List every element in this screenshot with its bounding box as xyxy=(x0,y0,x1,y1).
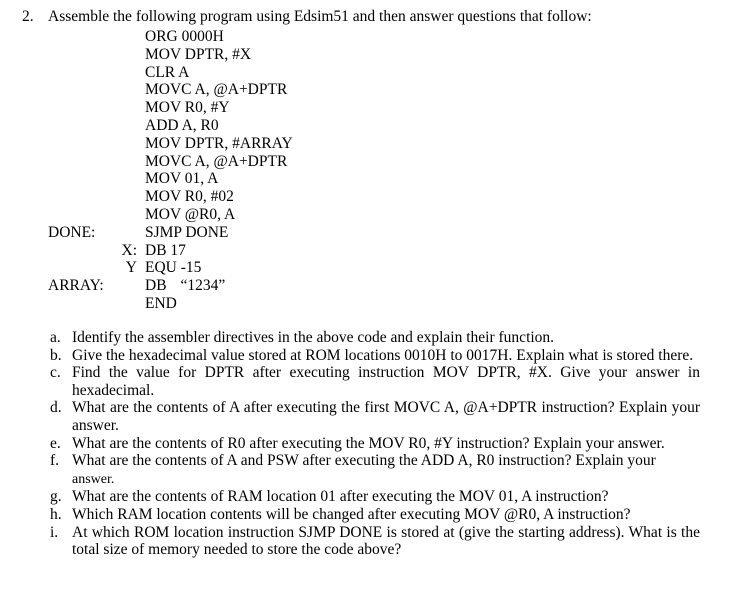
code-instruction: MOV DPTR, #ARRAY xyxy=(145,134,293,152)
subquestion-f xyxy=(48,452,700,488)
subquestion-b xyxy=(48,347,700,365)
code-line xyxy=(48,242,348,260)
question-header xyxy=(22,8,592,26)
code-line xyxy=(48,117,348,135)
code-line xyxy=(48,170,348,188)
code-line xyxy=(48,28,348,46)
assembly-code-listing xyxy=(48,28,348,313)
code-label-array: ARRAY: xyxy=(48,277,104,295)
subquestion-e xyxy=(48,435,700,453)
subquestion-text: Give the hexadecimal value stored at ROM locations 0010H to 0017H. Explain what is stored there. xyxy=(72,346,694,364)
code-instruction: END xyxy=(145,294,177,312)
subquestion-list xyxy=(48,329,700,559)
code-instruction: MOV @R0, A xyxy=(145,205,236,223)
subquestion-text-tail: answer. xyxy=(72,471,115,487)
code-line xyxy=(48,295,348,313)
code-instruction: ORG 0000H xyxy=(145,28,224,45)
question-prompt: Assemble the following program using Edsim51 and then answer questions that follow: xyxy=(48,8,592,25)
code-line xyxy=(48,206,348,224)
subquestion-text: What are the contents of A and PSW after executing the ADD A, R0 instruction? Explain your xyxy=(72,452,656,470)
code-line xyxy=(48,64,348,82)
code-line xyxy=(48,188,348,206)
code-instruction: MOV DPTR, #X xyxy=(145,45,252,63)
subquestion-text: Identify the assembler directives in the above code and explain their function. xyxy=(72,329,555,346)
code-instruction: MOVC A, @A+DPTR xyxy=(145,152,288,170)
code-directive: DB xyxy=(145,277,167,295)
subquestion-i xyxy=(48,524,700,559)
code-line xyxy=(48,224,348,242)
code-instruction: MOV R0, #Y xyxy=(145,99,230,117)
code-operand-string: “1234” xyxy=(180,277,226,295)
code-line xyxy=(48,99,348,117)
subquestion-marker: c. xyxy=(50,364,61,382)
subquestion-text: What are the contents of R0 after executing the MOV R0, #Y instruction? Explain your answer. xyxy=(72,434,665,452)
subquestion-text: Which RAM location contents will be changed after executing MOV @R0, A instruction? xyxy=(72,505,631,523)
code-instruction: EQU -15 xyxy=(145,259,202,277)
subquestion-marker: g. xyxy=(50,488,62,506)
code-instruction: CLR A xyxy=(145,63,190,81)
subquestion-g xyxy=(48,488,700,506)
code-line xyxy=(48,277,348,295)
code-instruction: ADD A, R0 xyxy=(145,116,219,134)
code-label-done: DONE: xyxy=(48,223,96,241)
code-instruction: DB 17 xyxy=(145,241,186,259)
subquestion-text: Find the value for DPTR after executing instruction MOV DPTR, #X. Give your answer in hexadecimal. xyxy=(72,364,700,399)
subquestion-a xyxy=(48,329,700,347)
code-label-x: X: xyxy=(121,241,137,259)
code-instruction xyxy=(145,277,225,295)
subquestion-marker: h. xyxy=(50,505,62,523)
subquestion-text: At which ROM location instruction SJMP DONE is stored at (give the starting address). What is the total size of memory needed to store the code above? xyxy=(72,523,700,559)
code-label-y: Y xyxy=(125,259,137,277)
subquestion-d xyxy=(48,399,700,434)
subquestion-text: What are the contents of RAM location 01 after executing the MOV 01, A instruction? xyxy=(72,488,609,506)
subquestion-marker: e. xyxy=(50,434,61,452)
subquestion-marker: a. xyxy=(50,329,61,346)
code-instruction: MOV R0, #02 xyxy=(145,188,234,206)
code-line xyxy=(48,153,348,171)
code-instruction: MOV 01, A xyxy=(145,170,219,188)
subquestion-marker: f. xyxy=(50,452,60,470)
subquestion-text: What are the contents of A after executing the first MOVC A, @A+DPTR instruction? Explain your answer. xyxy=(72,399,700,434)
code-line xyxy=(48,81,348,99)
subquestion-marker: d. xyxy=(50,399,62,417)
code-instruction: MOVC A, @A+DPTR xyxy=(145,81,288,99)
question-number: 2. xyxy=(22,8,34,25)
subquestion-marker: b. xyxy=(50,346,62,364)
code-line xyxy=(48,46,348,64)
code-line xyxy=(48,259,348,277)
code-line xyxy=(48,135,348,153)
subquestion-marker: i. xyxy=(50,523,59,541)
subquestion-c xyxy=(48,364,700,399)
subquestion-h xyxy=(48,506,700,524)
code-instruction: SJMP DONE xyxy=(145,223,229,241)
